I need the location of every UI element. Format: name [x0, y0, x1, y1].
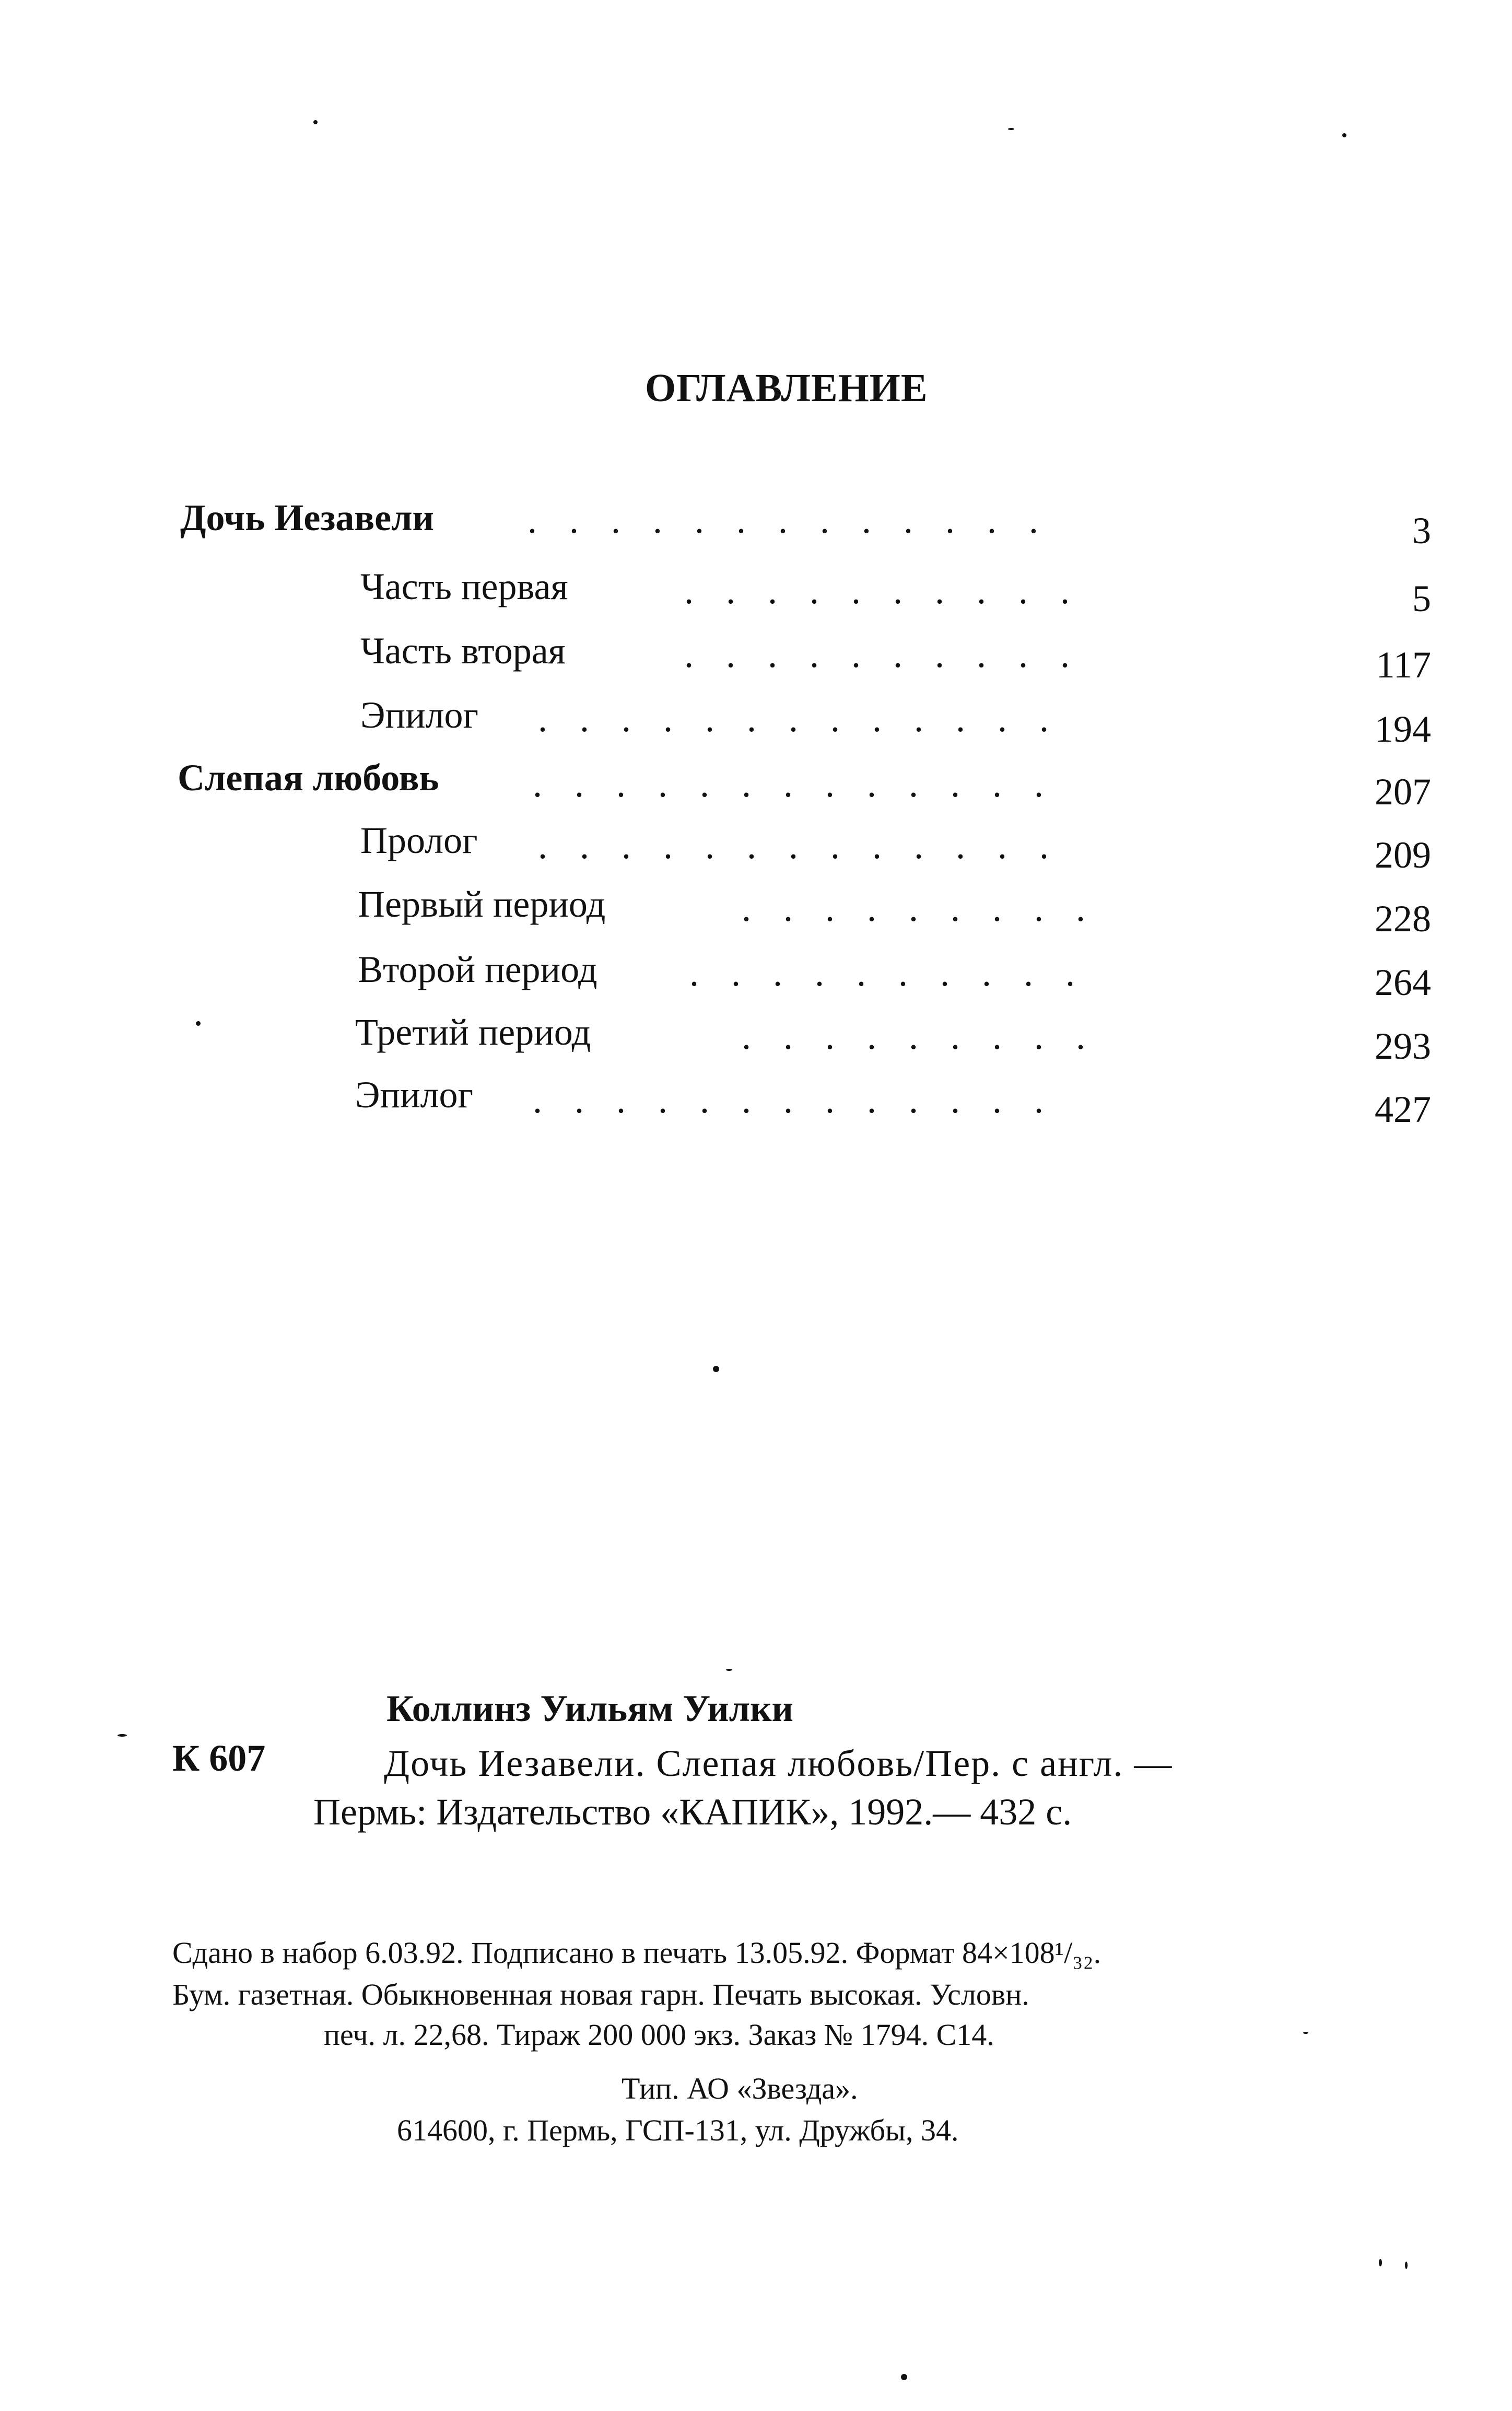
toc-leader-dots: . . . . . . . . . . [689, 952, 1086, 994]
toc-leader-dots: . . . . . . . . . . . . . [528, 499, 1050, 541]
toc-leader-dots: . . . . . . . . . . . . . [538, 698, 1060, 740]
toc-entry-title: Пролог [360, 820, 478, 861]
imprint-line2: Бум. газетная. Обыкновенная новая гарн. Печать высокая. Условн. [172, 1977, 1029, 2011]
toc-entry-page: 117 [1376, 644, 1431, 686]
scan-speck [1405, 2262, 1408, 2269]
scan-speck [118, 1734, 127, 1737]
scan-speck [196, 1021, 201, 1026]
toc-leader-dots: . . . . . . . . . . . . . [538, 825, 1060, 867]
toc-entry-page: 293 [1375, 1025, 1431, 1067]
toc-entry-title: Второй период [358, 949, 597, 990]
scan-speck [1342, 133, 1346, 137]
imprint-line3: печ. л. 22,68. Тираж 200 000 экз. Заказ № 1794. С14. [324, 2018, 994, 2052]
toc-leader-dots: . . . . . . . . . . [684, 570, 1081, 612]
toc-entry-title: Часть первая [360, 566, 568, 607]
toc-entry-page: 207 [1375, 771, 1431, 813]
toc-leader-dots: . . . . . . . . . [742, 887, 1097, 929]
toc-entry-title: Первый период [358, 883, 606, 925]
bibliography-index: К 607 [172, 1737, 266, 1779]
toc-entry-title: Дочь Иезавели [180, 497, 434, 539]
imprint-line4: Тип. АО «Звезда». [622, 2071, 858, 2105]
bibliography-line2: Пермь: Издательство «КАПИК», 1992.— 432 с. [313, 1791, 1072, 1833]
scan-speck [713, 1366, 719, 1372]
toc-entry-page: 3 [1412, 510, 1431, 552]
toc-entry-page: 209 [1375, 834, 1431, 876]
toc-leader-dots: . . . . . . . . . . [684, 634, 1081, 675]
toc-leader-dots: . . . . . . . . . [742, 1015, 1097, 1057]
bibliography-author: Коллинз Уильям Уилки [386, 1688, 794, 1729]
scan-speck [1303, 2032, 1308, 2034]
bibliography-line1: Дочь Иезавели. Слепая любовь/Пер. с англ. — [384, 1742, 1173, 1784]
toc-entry-page: 194 [1375, 708, 1431, 750]
imprint-line5: 614600, г. Пермь, ГСП-131, ул. Дружбы, 34. [397, 2113, 959, 2147]
toc-entry-page: 264 [1375, 962, 1431, 1003]
toc-entry-page: 228 [1375, 898, 1431, 940]
toc-entry-title: Эпилог [355, 1074, 474, 1116]
scan-speck [726, 1669, 732, 1671]
toc-leader-dots: . . . . . . . . . . . . . [533, 763, 1055, 805]
scan-speck [901, 2374, 907, 2380]
scan-speck [1008, 128, 1014, 130]
scan-speck [1379, 2259, 1382, 2266]
toc-heading: ОГЛАВЛЕНИЕ [645, 366, 928, 410]
imprint-line1: Сдано в набор 6.03.92. Подписано в печать 13.05.92. Формат 84×108¹/₃₂. [172, 1936, 1101, 1970]
toc-entry-title: Слепая любовь [178, 757, 439, 799]
toc-entry-page: 427 [1375, 1089, 1431, 1130]
toc-leader-dots: . . . . . . . . . . . . . [533, 1079, 1055, 1121]
toc-entry-title: Третий период [355, 1011, 591, 1053]
toc-entry-title: Часть вторая [360, 630, 566, 672]
toc-entry-page: 5 [1412, 578, 1431, 619]
scan-speck [313, 120, 318, 124]
toc-entry-title: Эпилог [360, 694, 479, 736]
